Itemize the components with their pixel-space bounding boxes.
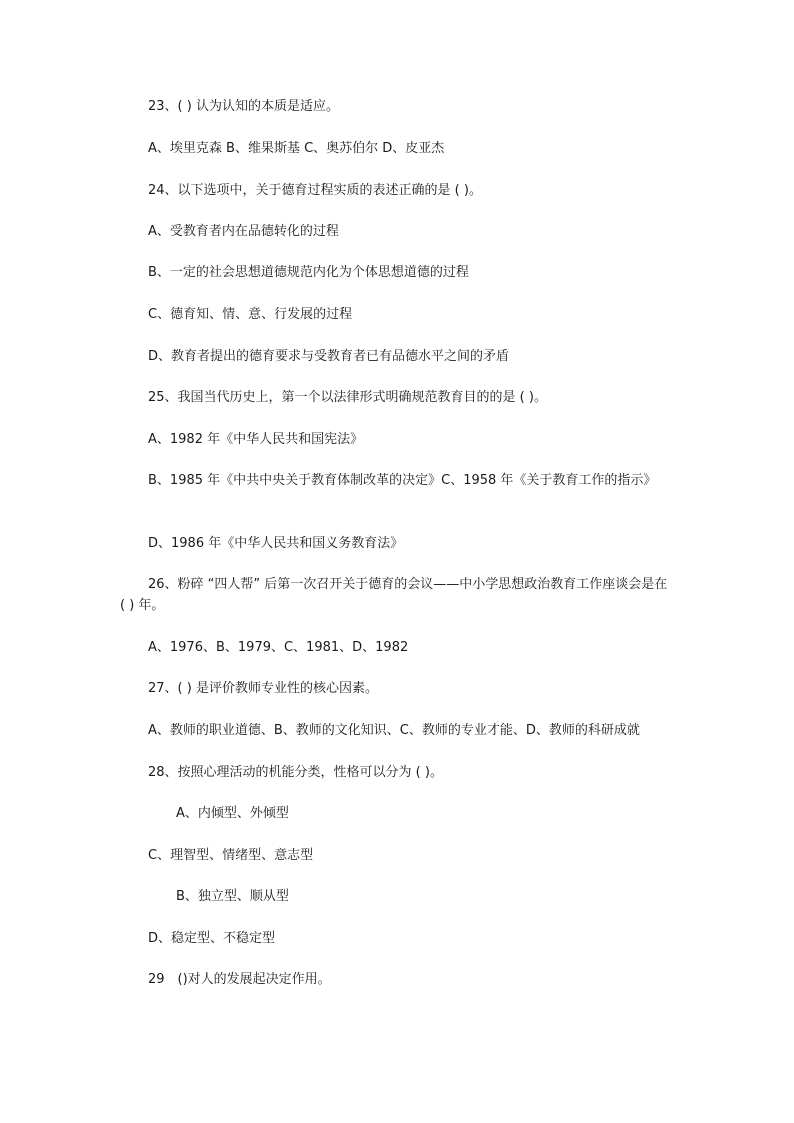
question-24-option-b: B、一定的社会思想道德规范内化为个体思想道德的过程 — [148, 265, 469, 280]
question-23: 23、( ) 认为认知的本质是适应。 — [148, 99, 339, 114]
question-24-option-c: C、德育知、情、意、行发展的过程 — [148, 307, 353, 322]
question-27: 27、( ) 是评价教师专业性的核心因素。 — [148, 681, 378, 696]
question-25-option-a: A、1982 年《中华人民共和国宪法》 — [148, 432, 364, 447]
question-28: 28、按照心理活动的机能分类，性格可以分为 ( )。 — [148, 765, 443, 780]
question-24-option-d: D、教育者提出的德育要求与受教育者已有品德水平之间的矛盾 — [148, 349, 510, 364]
question-25: 25、我国当代历史上，第一个以法律形式明确规范教育目的的是 ( )。 — [148, 390, 547, 405]
question-29: 29 ()对人的发展起决定作用。 — [148, 972, 331, 987]
question-28-option-b: B、独立型、顺从型 — [176, 889, 289, 904]
question-24: 24、以下选项中，关于德育过程实质的表述正确的是 ( )。 — [148, 183, 482, 198]
question-25-option-d: D、1986 年《中华人民共和国义务教育法》 — [148, 536, 404, 551]
question-24-option-a: A、受教育者内在品德转化的过程 — [148, 224, 339, 239]
question-28-option-c: C、理智型、情绪型、意志型 — [148, 848, 314, 863]
question-27-options: A、教师的职业道德、B、教师的文化知识、C、教师的专业才能、D、教师的科研成就 — [148, 723, 640, 738]
question-25-option-bc: B、1985 年《中共中央关于教育体制改革的决定》C、1958 年《关于教育工作的指示》 — [148, 473, 657, 488]
question-23-options: A、埃里克森 B、维果斯基 C、奥苏伯尔 D、皮亚杰 — [148, 141, 445, 156]
question-26-options: A、1976、B、1979、C、1981、D、1982 — [148, 640, 409, 655]
question-28-option-d: D、稳定型、不稳定型 — [148, 931, 276, 946]
question-26: 26、粉碎 “四人帮” 后第一次召开关于德育的会议——中小学思想政治教育工作座谈会是在 ( ) 年。 — [120, 577, 668, 613]
question-28-option-a: A、内倾型、外倾型 — [176, 806, 289, 821]
